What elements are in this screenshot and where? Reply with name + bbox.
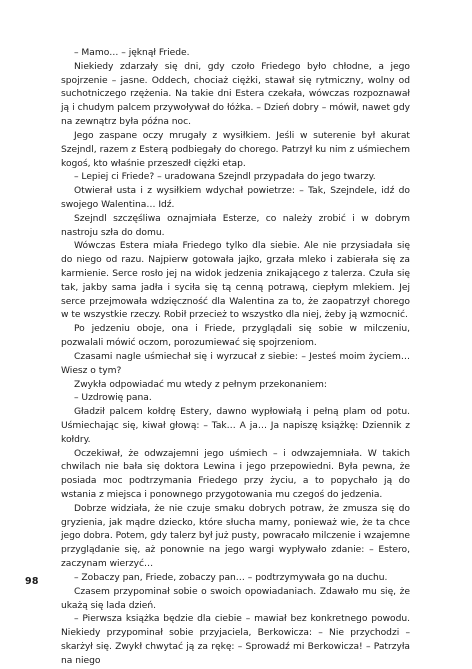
paragraph: Zwykła odpowiadać mu wtedy z pełnym przekonaniem: [74,379,327,390]
page-number: 98 [25,576,39,587]
paragraph: – Zobaczy pan, Friede, zobaczy pan… – podtrzymywała go na duchu. [74,572,388,583]
paragraph: – Uzdrowię pana. [74,393,152,404]
paragraph: Dobrze widziała, że nie czuje smaku dobrych potraw, że zmusza się do gryzienia, jak mądre dziecko, które słucha mamy, ponieważ wie, że ta chce jego dobra. Potem, gdy talerz był już pusty, powracało milczenie i wzajemne przyglądanie się, aż ponownie na jego wargi wypływało zdanie: – Estero, zaczynam wierzyć… [61,503,410,570]
paragraph: Szejndl szczęśliwa oznajmiała Esterze, co należy zrobić i w dobrym nastroju szła do domu. [61,213,410,238]
paragraph: Gładził palcem kołdrę Estery, dawno wypłowiałą i pełną plam od potu. Uśmiechając się, kiwał głową: – Tak… A ja… Ja napiszę książkę: Dziennik z kołdry. [61,407,410,445]
paragraph: – Lepiej ci Friede? – uradowana Szejndl przypadała do jego twarzy. [74,172,376,183]
paragraph: Po jedzeniu oboje, ona i Friede, przyglądali się sobie w milczeniu, pozwalali mówić oczom, porozumiewać się spojrzeniom. [61,324,410,349]
paragraph: Czasem przypominał sobie o swoich opowiadaniach. Zdawało mu się, że ukażą się lada dzień. [61,586,410,611]
paragraph: Otwierał usta i z wysiłkiem wdychał powietrze: – Tak, Szejndele, idź do swojego Walentina… Idź. [61,186,410,210]
paragraph: – Mamo… – jęknął Friede. [74,48,190,58]
paragraph: Jego zaspane oczy mrugały z wysiłkiem. Jeśli w suterenie był akurat Szejndl, razem z Esterą podbiegały do chorego. Patrzył ku nim z uśmiechem kogoś, kto właśnie przeszedł ciężki etap. [61,130,410,169]
paragraph: Czasami nagle uśmiechał się i wyrzucał z siebie: – Jesteś moim życiem… Wiesz o tym? [61,351,410,376]
body-text [61,47,410,669]
paragraph: Wówczas Estera miała Friedego tylko dla siebie. Ale nie przysiadała się do niego od razu. Najpierw gotowała jajko, grzała mleko i zabierała się za karmienie. Serce rosło jej na widok jedzenia znikającego z talerza. Czuła się tak, jakby sama jadła i syciła się tą cenną potrawą, ciepłym mlekiem. Jej serce przejmowała wdzięczność dla Walentina za to, że zaopatrzył chorego w te wszystkie rzeczy. Robił przecież to wszystko dla niej, żeby ją wzmocnić. [61,241,410,321]
paragraph: Oczekiwał, że odwzajemni jego uśmiech – i odwzajemniała. W takich chwilach nie bała się doktora Lewina i jego przepowiedni. Była pewna, że posiada moc podtrzymania Friedego przy życiu, a to popychało ją do wstania z miejsca i ponownego przygotowania mu czegoś do jedzenia. [61,448,410,500]
paragraph: – Pierwsza książka będzie dla ciebie – mawiał bez konkretnego powodu. Niekiedy przypominał sobie przyjaciela, Berkowicza: – Nie przychodzi – skarżył się. Zwykł chwytać ją za rękę: – Sprowadź mi Berkowicza! – Patrzyła na niego [61,614,410,666]
paragraph: Niekiedy zdarzały się dni, gdy czoło Friedego było chłodne, a jego spojrzenie – jasne. Oddech, chociaż ciężki, stawał się rytmiczny, wolny od suchotniczego rzężenia. Na takie dni Estera czekała, wówczas rozpoznawał ją i chudym palcem przywoływał do łóżka. – Dzień dobry – mówił, nawet gdy na zewnątrz była późna noc. [61,61,410,128]
